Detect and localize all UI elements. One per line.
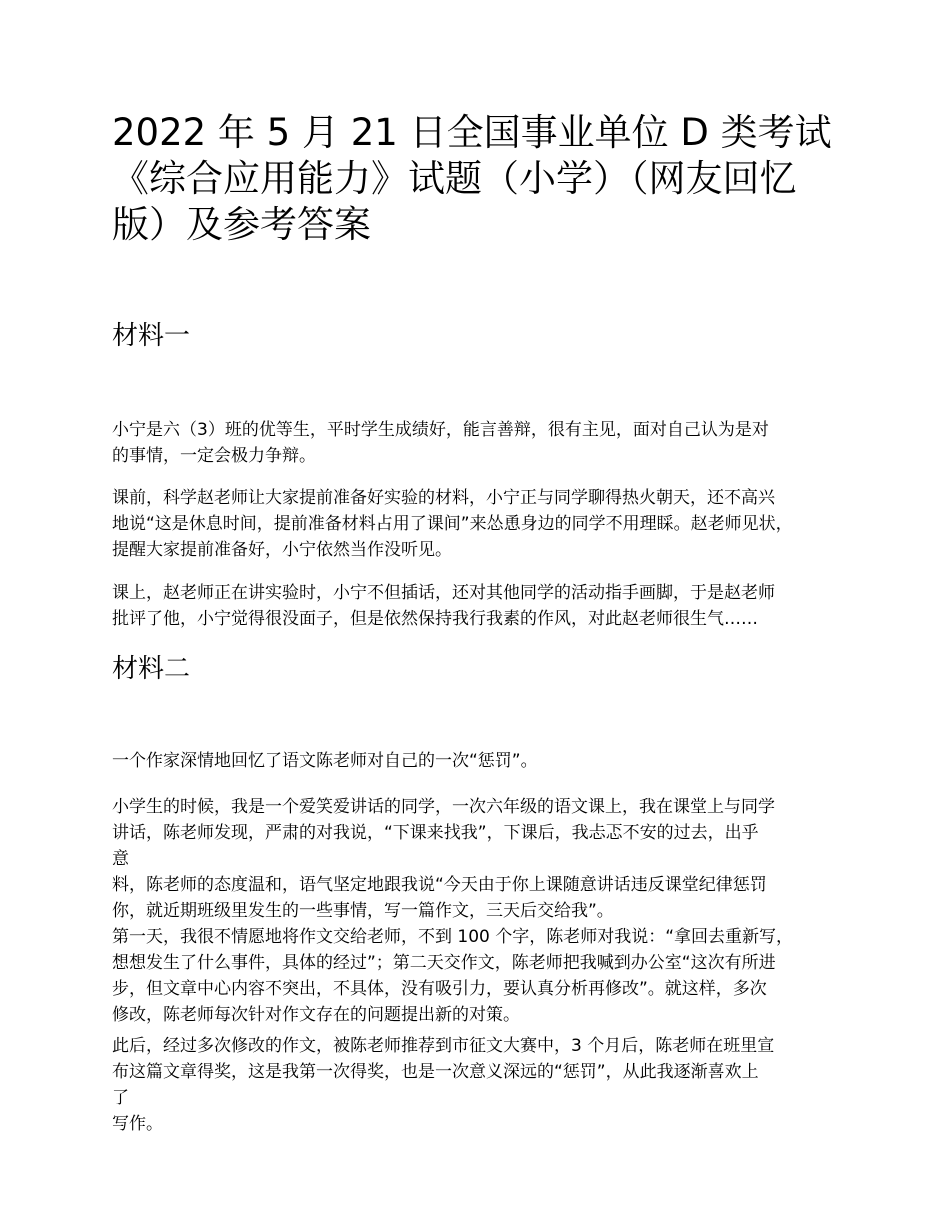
paragraph-line: 课前，科学赵老师让大家提前准备好实验的材料，小宁正与同学聊得热火朝天，还不高兴 (112, 488, 775, 508)
paragraph (112, 580, 775, 632)
paragraph-line: 你，就近期班级里发生的一些事情，写一篇作文，三天后交给我”。 (112, 901, 614, 921)
paragraph-line: 修改，陈老师每次针对作文存在的问题提出新的对策。 (112, 1005, 520, 1025)
paragraph-line: 提醒大家提前准备好，小宁依然当作没听见。 (112, 540, 452, 560)
title-line: 2022 年 5 月 21 日全国事业单位 D 类考试 (112, 111, 832, 154)
paragraph (112, 485, 793, 563)
paragraph-line: 小宁是六（3）班的优等生，平时学生成绩好，能言善辩，很有主见，面对自己认为是对 (112, 420, 769, 440)
paragraph-line: 了 (112, 1088, 129, 1108)
paragraph-line: 批评了他，小宁觉得很没面子，但是依然保持我行我素的作风，对此赵老师很生气…… (112, 609, 758, 629)
paragraph-line: 第一天，我很不情愿地将作文交给老师，不到 100 个字，陈老师对我说：“拿回去重新写， (112, 927, 794, 947)
title-line: 《综合应用能力》试题（小学）（网友回忆 (112, 157, 797, 200)
paragraph-line: 地说“这是休息时间，提前准备材料占用了课间”来怂恿身边的同学不用理睬。赵老师见状， (112, 514, 793, 534)
paragraph-line: 意 (112, 849, 129, 869)
paragraph-line: 一个作家深情地回忆了语文陈老师对自己的一次“惩罚”。 (112, 751, 538, 771)
paragraph-line: 讲话，陈老师发现，严肃的对我说，“下课来找我”，下课后，我忐忑不安的过去，出乎 (112, 823, 759, 843)
section-heading-material-2: 材料二 (112, 654, 191, 684)
paragraph-line: 布这篇文章得奖，这是我第一次得奖，也是一次意义深远的“惩罚”，从此我逐渐喜欢上 (112, 1062, 759, 1082)
document-title (112, 110, 872, 248)
paragraph-line: 写作。 (112, 1114, 163, 1134)
paragraph (112, 417, 769, 469)
paragraph-line: 小学生的时候，我是一个爱笑爱讲话的同学，一次六年级的语文课上，我在课堂上与同学 (112, 797, 775, 817)
paragraph-line: 的事情，一定会极力争辩。 (112, 446, 316, 466)
paragraph (112, 1033, 774, 1137)
paragraph-line: 步，但文章中心内容不突出，不具体，没有吸引力，要认真分析再修改”。就这样，多次 (112, 979, 767, 999)
paragraph (112, 794, 793, 1028)
paragraph-line: 想想发生了什么事件，具体的经过”；第二天交作文，陈老师把我喊到办公室“这次有所进 (112, 953, 776, 973)
section-heading-material-1: 材料一 (112, 321, 191, 351)
paragraph-line: 料，陈老师的态度温和，语气坚定地跟我说“今天由于你上课随意讲话违反课堂纪律惩罚 (112, 875, 767, 895)
paragraph-line: 此后，经过多次修改的作文，被陈老师推荐到市征文大赛中，3 个月后，陈老师在班里宣 (112, 1036, 775, 1056)
title-line: 版）及参考答案 (112, 203, 371, 246)
paragraph-line: 课上，赵老师正在讲实验时，小宁不但插话，还对其他同学的活动指手画脚，于是赵老师 (112, 583, 775, 603)
paragraph (112, 748, 538, 774)
